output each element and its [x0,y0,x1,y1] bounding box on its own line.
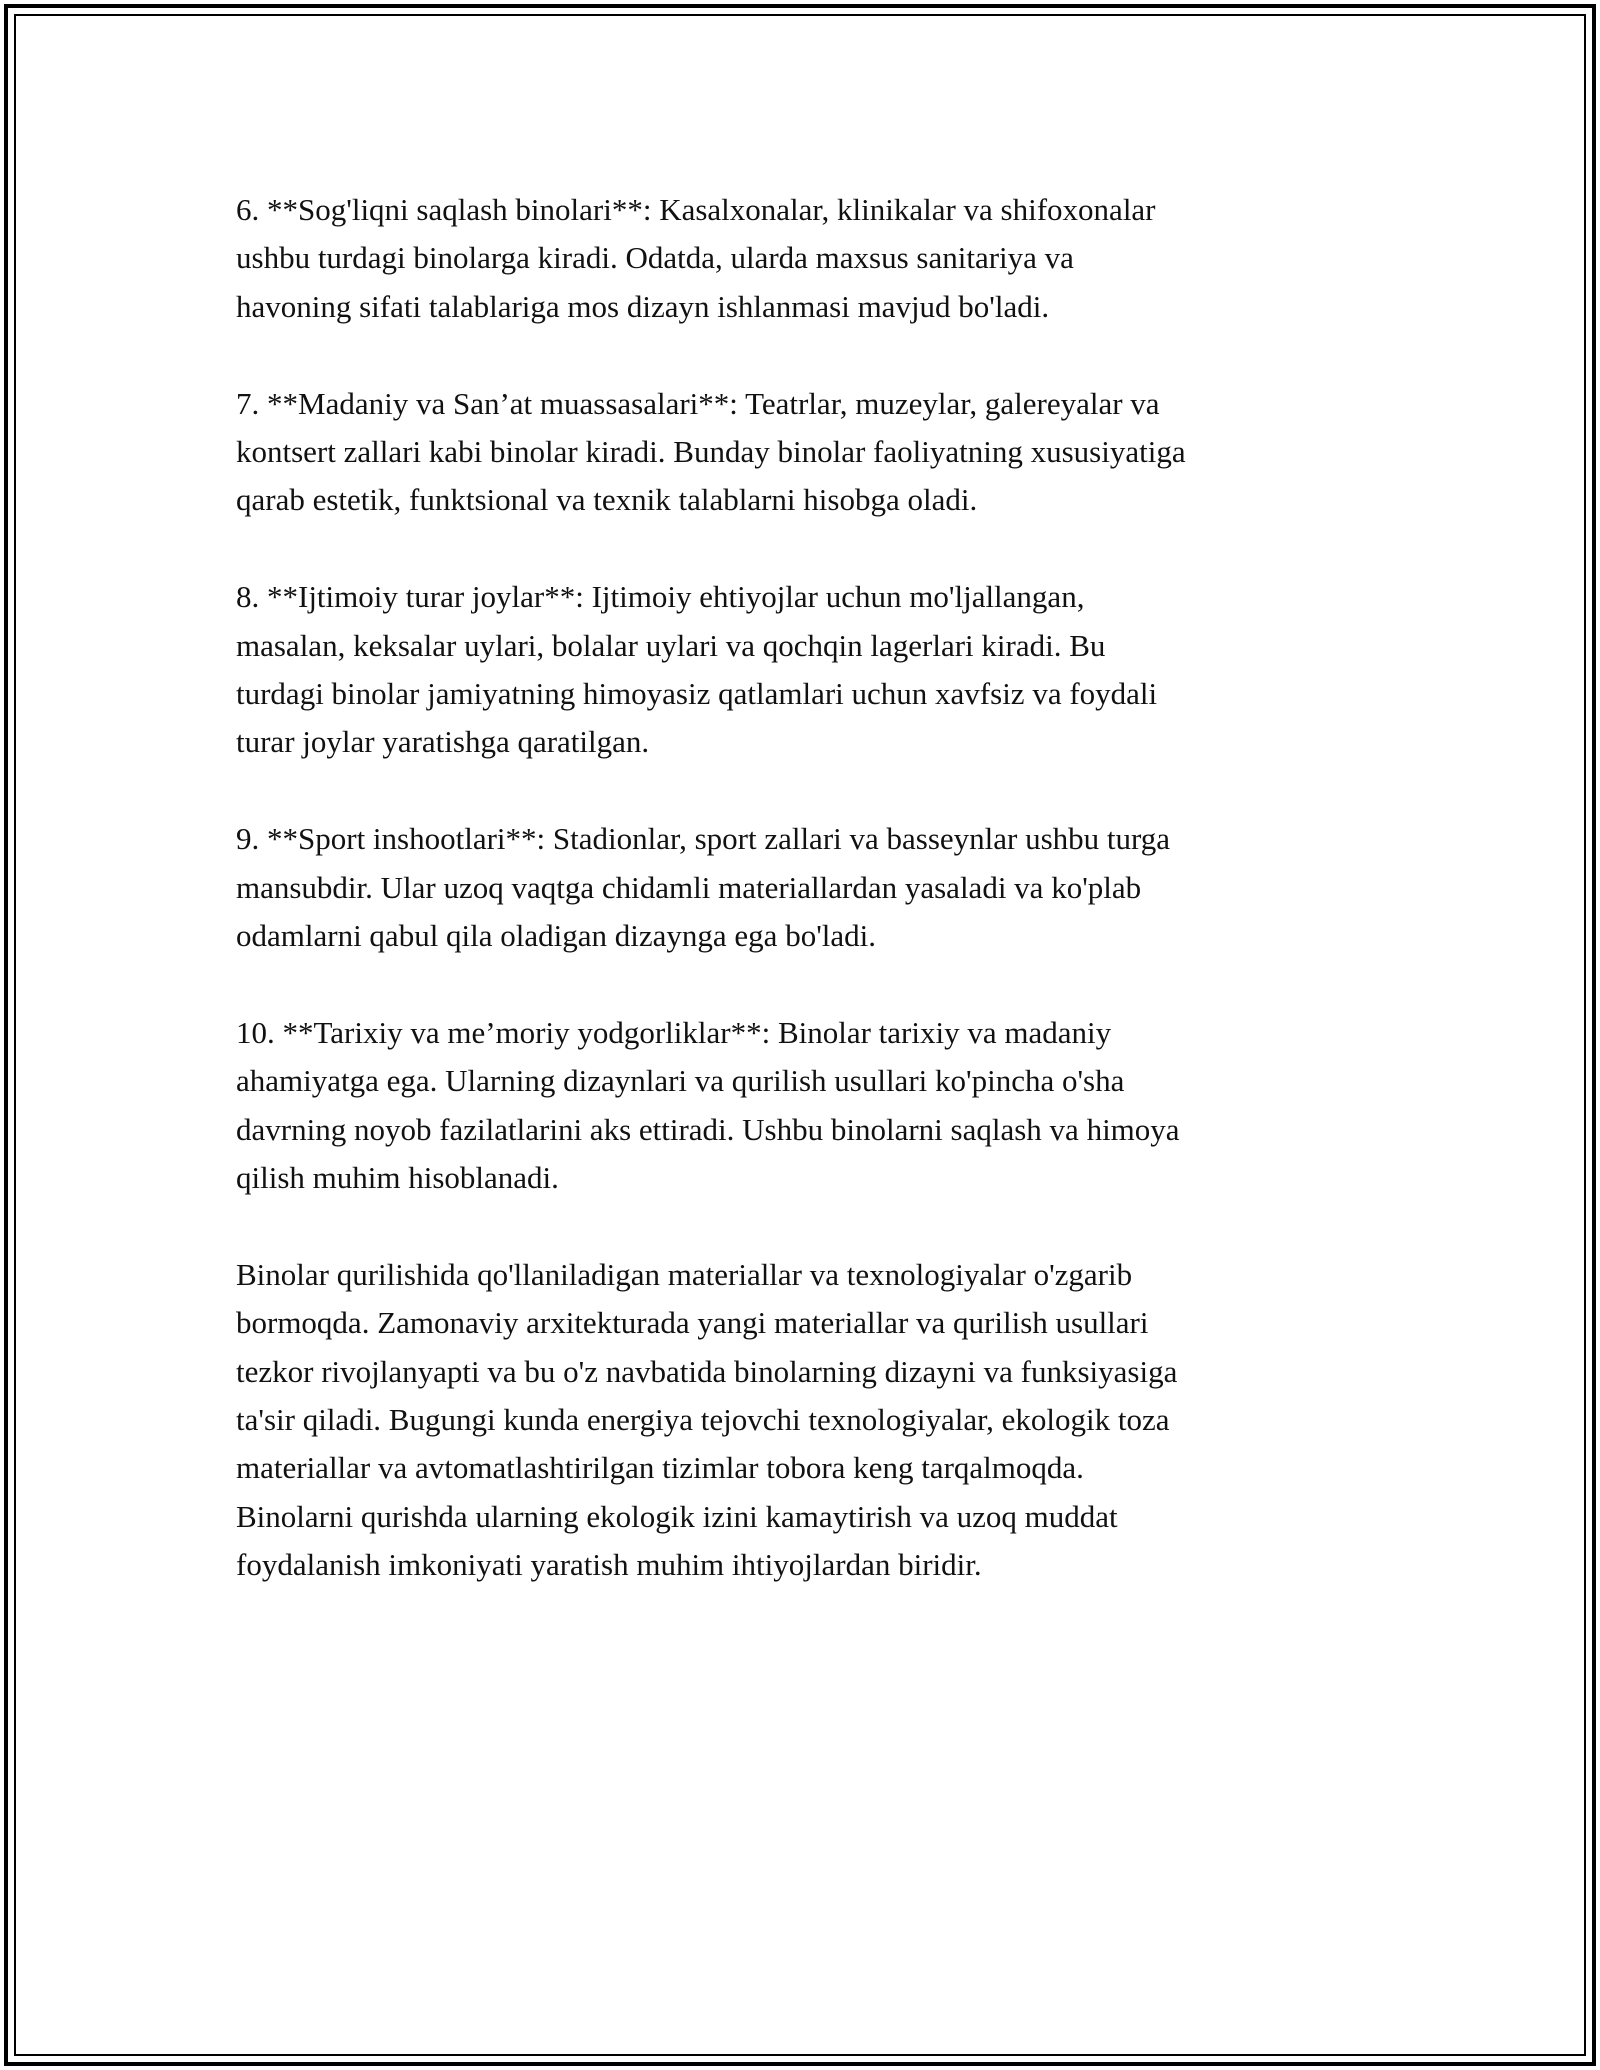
text-line: qilish muhim hisoblanadi. [236,1160,559,1196]
text-line: turar joylar yaratishga qaratilgan. [236,724,650,760]
text-line: turdagi binolar jamiyatning himoyasiz qatlamlari uchun xavfsiz va foydali [236,676,1158,712]
text-line: davrning noyob fazilatlarini aks ettiradi. Ushbu binolarni saqlash va himoya [236,1111,1180,1147]
text-line: foydalanish imkoniyati yaratish muhim ihtiyojlardan biridir. [236,1547,982,1583]
text-line: odamlarni qabul qila oladigan dizaynga ega bo'ladi. [236,918,877,954]
text-line: qarab estetik, funktsional va texnik talablarni hisobga oladi. [236,482,978,518]
text-line: ushbu turdagi binolarga kiradi. Odatda, ularda maxsus sanitariya va [236,240,1074,276]
text-line: 10. **Tarixiy va me’moriy yodgorliklar**: Binolar tarixiy va madaniy [236,1014,1112,1050]
text-line: tezkor rivojlanyapti va bu o'z navbatida binolarning dizayni va funksiyasiga [236,1353,1178,1389]
text-line: havoning sifati talablariga mos dizayn ishlanmasi mavjud bo'ladi. [236,288,1050,324]
text-line: masalan, keksalar uylari, bolalar uylari va qochqin lagerlari kiradi. Bu [236,627,1106,663]
text-line: kontsert zallari kabi binolar kiradi. Bunday binolar faoliyatning xususiyatiga [236,434,1186,470]
text-line: mansubdir. Ular uzoq vaqtga chidamli materiallardan yasaladi va ko'plab [236,869,1142,905]
paragraph-materials-technologies [236,1251,1386,1590]
text-line: 7. **Madaniy va San’at muassasalari**: Teatrlar, muzeylar, galereyalar va [236,385,1160,421]
text-line: Binolarni qurishda ularning ekologik izini kamaytirish va uzoq muddat [236,1498,1118,1534]
text-line: ahamiyatga ega. Ularning dizaynlari va qurilish usullari ko'pincha o'sha [236,1063,1125,1099]
paragraph-healthcare-buildings [236,186,1386,331]
text-line: bormoqda. Zamonaviy arxitekturada yangi materiallar va qurilish usullari [236,1305,1149,1341]
text-line: materiallar va avtomatlashtirilgan tizimlar tobora keng tarqalmoqda. [236,1450,1084,1486]
paragraph-social-housing [236,573,1386,767]
paragraph-sports-facilities [236,815,1386,960]
paragraph-historical-monuments [236,1009,1386,1203]
text-line: Binolar qurilishida qo'llaniladigan materiallar va texnologiyalar o'zgarib [236,1256,1133,1292]
document-body [236,186,1386,1638]
text-line: 6. **Sog'liqni saqlash binolari**: Kasalxonalar, klinikalar va shifoxonalar [236,192,1156,227]
text-line: 8. **Ijtimoiy turar joylar**: Ijtimoiy ehtiyojlar uchun mo'ljallangan, [236,579,1085,615]
text-line: ta'sir qiladi. Bugungi kunda energiya tejovchi texnologiyalar, ekologik toza [236,1402,1170,1438]
text-line: 9. **Sport inshootlari**: Stadionlar, sport zallari va basseynlar ushbu turga [236,821,1171,857]
paragraph-cultural-institutions [236,380,1386,525]
